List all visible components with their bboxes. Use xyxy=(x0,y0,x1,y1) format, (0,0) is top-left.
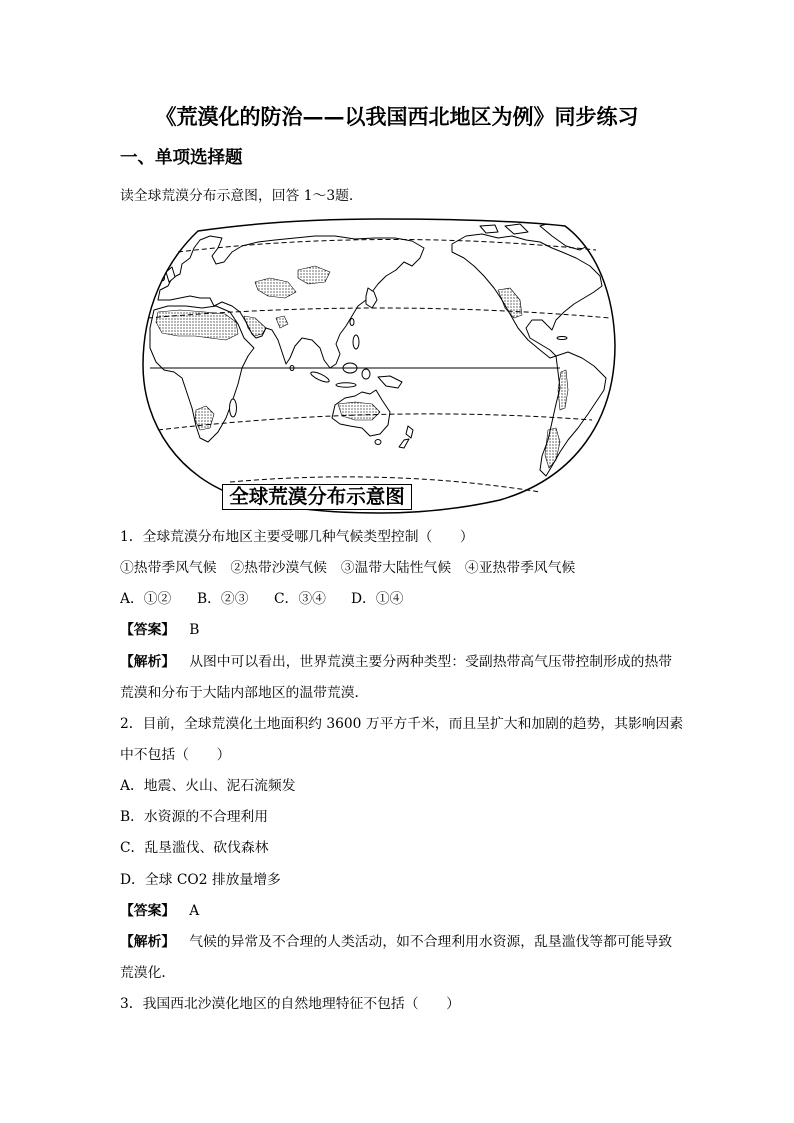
q1-option-a: A．①② xyxy=(120,591,172,608)
world-desert-map xyxy=(141,217,618,515)
q1-statement-1: ①热带季风气候 xyxy=(120,560,217,577)
q1-statement-4: ④亚热带季风气候 xyxy=(464,560,576,577)
island-caribbean xyxy=(557,337,567,340)
q1-option-c: C．③④ xyxy=(274,591,326,608)
q2-stem-line-1: 2．目前，全球荒漠化土地面积约 3600 万平方千米，而且呈扩大和加剧的趋势，其影响因素 xyxy=(120,715,684,732)
q1-answer-value: B xyxy=(189,622,200,639)
q1-analysis-label: 【解析】 xyxy=(120,653,176,670)
q1-option-b: B．②③ xyxy=(197,591,249,608)
island-sulawesi xyxy=(362,369,370,379)
q1-statements xyxy=(120,553,672,584)
q2-analysis-line-2: 荒漠化． xyxy=(120,964,176,981)
q1-answer xyxy=(120,615,672,646)
q1-statement-2: ②热带沙漠气候 xyxy=(230,560,327,577)
map-caption: 全球荒漠分布示意图 xyxy=(222,484,412,510)
q2-answer-label: 【答案】 xyxy=(120,902,176,919)
q2-option-d: D．全球 CO2 排放量增多 xyxy=(120,871,281,888)
q2-analysis-label: 【解析】 xyxy=(120,933,176,950)
island-tasmania xyxy=(375,440,381,445)
q1-answer-label: 【答案】 xyxy=(120,622,176,639)
q1-analysis-line-2: 荒漠和分布于大陆内部地区的温带荒漠． xyxy=(120,684,369,701)
question-list xyxy=(120,522,684,1020)
q2-analysis-text-1: 气候的异常及不合理的人类活动，如不合理利用水资源，乱垦滥伐等都可能导致 xyxy=(189,933,673,950)
q2-answer-value: A xyxy=(189,902,200,919)
q2-answer xyxy=(120,896,672,927)
q2-stem-line-2: 中不包括（ ） xyxy=(120,746,231,763)
island-madagascar xyxy=(230,399,237,417)
island-philippines xyxy=(353,335,359,349)
q1-stem: 1．全球荒漠分布地区主要受哪几种气候类型控制（ ） xyxy=(120,529,474,545)
q2-option-b: B．水资源的不合理利用 xyxy=(120,809,269,826)
q2-option-c: C．乱垦滥伐、砍伐森林 xyxy=(120,840,269,857)
q2-option-a: A．地震、火山、泥石流频发 xyxy=(120,778,296,795)
q3-stem: 3．我国西北沙漠化地区的自然地理特征不包括（ ） xyxy=(120,996,460,1013)
q1-analysis-text-1: 从图中可以看出，世界荒漠主要分两种类型：受副热带高气压带控制形成的热带 xyxy=(189,653,673,670)
map-question-intro: 读全球荒漠分布示意图，回答 1～3题. xyxy=(120,188,354,204)
q1-option-d: D．①④ xyxy=(351,591,404,608)
page-title: 《荒漠化的防治——以我国西北地区为例》同步练习 xyxy=(155,104,639,129)
q1-options xyxy=(120,584,672,615)
q1-statement-3: ③温带大陆性气候 xyxy=(340,560,452,577)
q1-analysis-line-1 xyxy=(120,647,672,678)
island-taiwan xyxy=(350,319,354,326)
q2-analysis-line-1 xyxy=(120,927,672,958)
section-heading: 一、单项选择题 xyxy=(120,148,243,168)
island-java xyxy=(336,383,356,387)
